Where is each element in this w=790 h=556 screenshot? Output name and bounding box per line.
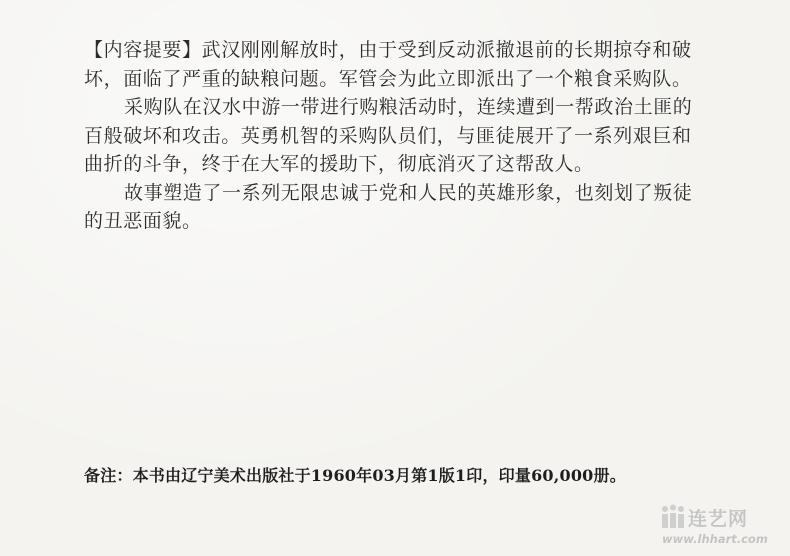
summary-tag: 【内容提要】 — [84, 39, 202, 61]
lhhart-logo-icon — [660, 504, 686, 530]
watermark — [660, 502, 776, 550]
publication-note: 备注：本书由辽宁美术出版社于1960年03月第1版1印，印量60,000册。 — [84, 466, 626, 485]
content-summary — [84, 36, 706, 236]
summary-paragraph-2: 采购队在汉水中游一带进行购粮活动时，连续遭到一帮政治土匪的百般破坏和攻击。英勇机智的采购队员们，与匪徒展开了一系列艰巨和曲折的斗争，终于在大军的援助下，彻底消灭了这帮敌人。 — [84, 96, 693, 175]
watermark-name: 连艺网 — [688, 508, 749, 530]
watermark-url: www.lhhart.com — [662, 532, 768, 546]
summary-paragraph-1-text: 武汉刚刚解放时，由于受到反动派撤退前的长期掠夺和破坏，面临了严重的缺粮问题。军管会为此立即派出了一个粮食采购队。 — [84, 39, 692, 90]
summary-paragraph-3: 故事塑造了一系列无限忠诚于党和人民的英雄形象，也刻划了叛徒的丑恶面貌。 — [84, 181, 693, 232]
summary-paragraph-1 — [84, 36, 706, 93]
